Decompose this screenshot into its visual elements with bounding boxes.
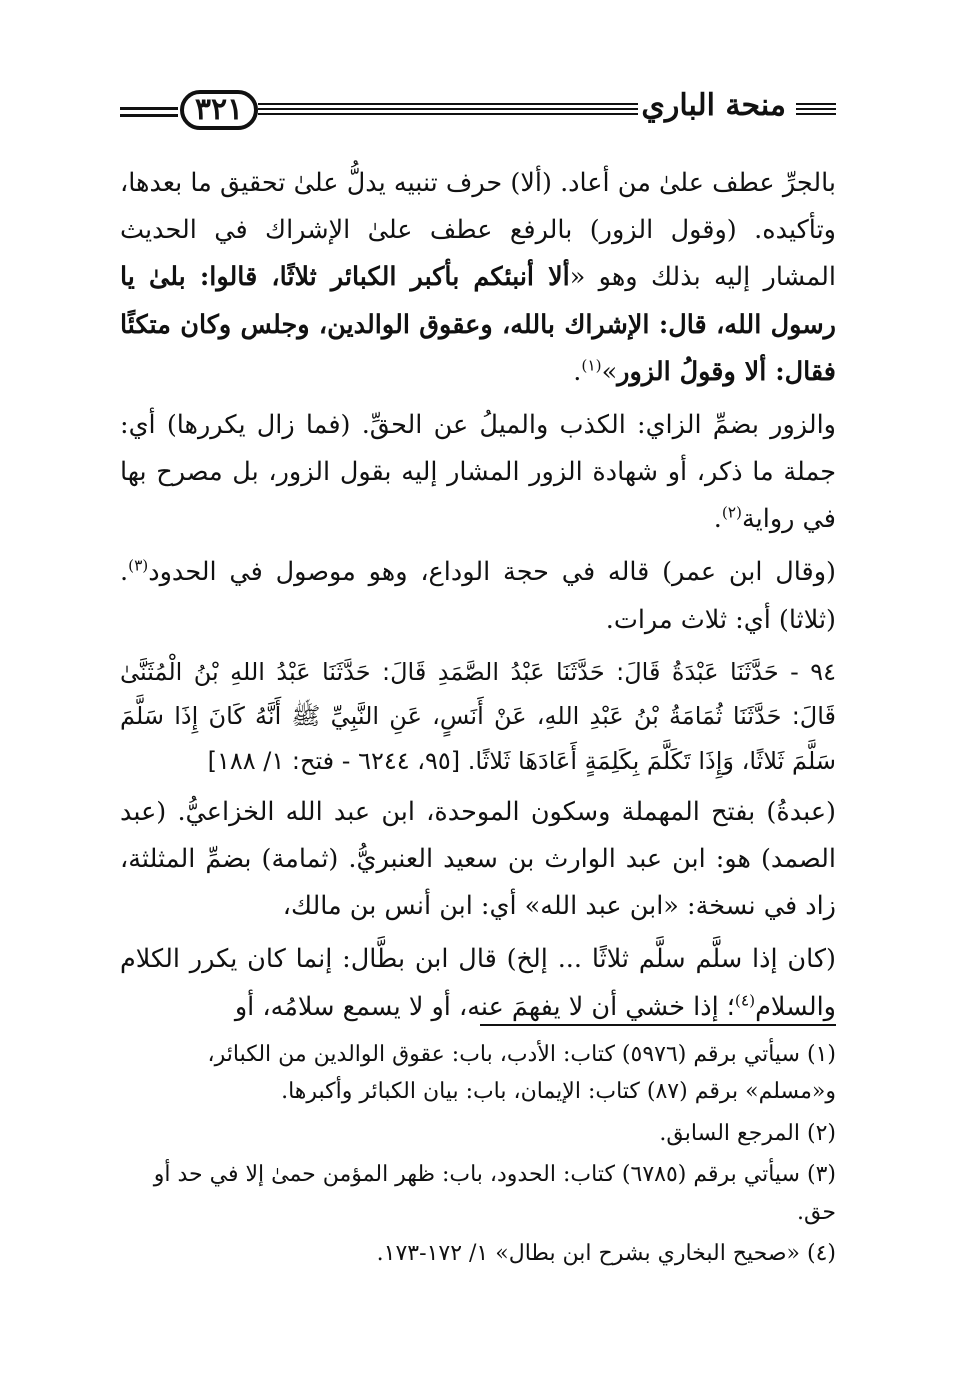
paragraph: (وقال ابن عمر) قاله في حجة الوداع، وهو موصول في الحدود$^{(٣)}$. (ثلاثا) أي: ثلاث مرات. xyxy=(120,556,836,635)
footnote: (١) سيأتي برقم (٥٩٧٦) كتاب: الأدب، باب: عقوق الوالدين من الكبائر، و«مسلم» برقم (٨٧) كتاب: الإيمان، باب: بيان الكبائر وأكبرها. xyxy=(207,1042,836,1105)
main-text xyxy=(120,160,836,1037)
footnote: (٤) «صحيح البخاري بشرح ابن بطال» ١/ ١٧٢-١٧٣. xyxy=(376,1240,836,1266)
paragraph: بالجرِّ عطف علىٰ من أعاد. (ألا) حرف تنبيه يدلُّ علىٰ تحقيق ما بعدها، وتأكيده. (وقول الزور) بالرفع عطف علىٰ الإشراك في الحديث المشار إليه بذلك وهو «ألا أنبئكم بأكبر الكبائر ثلاثًا، قالوا: بلىٰ يا رسول الله، قال: الإشراك بالله، وعقوق الوالدين، وجلس وكان متكئًا فقال: ألا وقولُ الزور»$^{(١)}$. xyxy=(120,168,836,387)
footnote-ref[interactable]: (١) xyxy=(581,356,602,375)
footnote-separator xyxy=(480,1024,836,1026)
quoted-hadith: ألا أنبئكم بأكبر الكبائر ثلاثًا، قالوا: بلىٰ يا رسول الله، قال: الإشراك بالله، وعقوق الوالدين، وجلس وكان متكئًا فقال: ألا وقولُ الزور xyxy=(120,262,836,387)
footnote: (٣) سيأتي برقم (٦٧٨٥) كتاب: الحدود، باب: ظهر المؤمن حمىٰ إلا في حد أو حق. xyxy=(153,1162,836,1225)
page-number-badge xyxy=(180,90,258,130)
header-rule-middle xyxy=(258,103,638,118)
book-title: منحة الباري xyxy=(641,88,786,123)
footnote-ref[interactable]: (٣) xyxy=(128,556,149,575)
footnote: (٢) المرجع السابق. xyxy=(659,1120,836,1146)
header-rule-left xyxy=(120,107,178,121)
paragraph: (كان إذا سلَّم سلَّم ثلاثًا ... إلخ) قال ابن بطَّال: إنما كان يكرر الكلام والسلام$^{(٤)}$؛ إذا خشي أن لا يفهمَ عنه، أو لا يسمع سلامُه، أو xyxy=(120,944,836,1022)
footnote-ref[interactable]: (٤) xyxy=(734,991,756,1010)
header-rule-right xyxy=(796,103,836,118)
paragraph: (عبدةُ) بفتح المهملة وسكون الموحدة، ابن عبد الله الخزاعيُّ. (عبد الصمد) هو: ابن عبد الوارث بن سعيد العنبريُّ. (ثمامة) بضمِّ المثلثة، زاد في نسخة: «ابن عبد الله» أي: ابن أنس بن مالك، xyxy=(120,796,836,922)
page-header xyxy=(120,82,836,142)
footnote-ref[interactable]: (٢) xyxy=(721,503,742,522)
footnotes xyxy=(120,1036,836,1276)
paragraph: والزور بضمِّ الزاي: الكذب والميلُ عن الحقِّ. (فما زال يكررها) أي: جملة ما ذكر، أو شهادة الزور المشار إليه بقول الزور، بل مصرح بها في رواية$^{(٢)}$. xyxy=(120,409,836,535)
hadith-text: ٩٤ - حَدَّثَنَا عَبْدَةُ قَالَ: حَدَّثَنَا عَبْدُ الصَّمَدِ قَالَ: حَدَّثَنَا عَبْدُ اللهِ بْنُ الْمُثَنَّىٰ قَالَ: حَدَّثَنَا ثُمَامَةُ بْنُ عَبْدِ اللهِ، عَنْ أَنَسٍ، عَنِ النَّبِيِّ ﷺ أَنَّهُ كَانَ إِذَا سَلَّمَ سَلَّمَ ثَلاثًا، وَإِذَا تَكَلَّمَ بِكَلِمَةٍ أَعَادَهَا ثَلاثًا. [٩٥، ٦٢٤٤ - فتح: ١/ ١٨٨] xyxy=(120,657,836,775)
page-number: ٣٢١ xyxy=(194,92,244,127)
